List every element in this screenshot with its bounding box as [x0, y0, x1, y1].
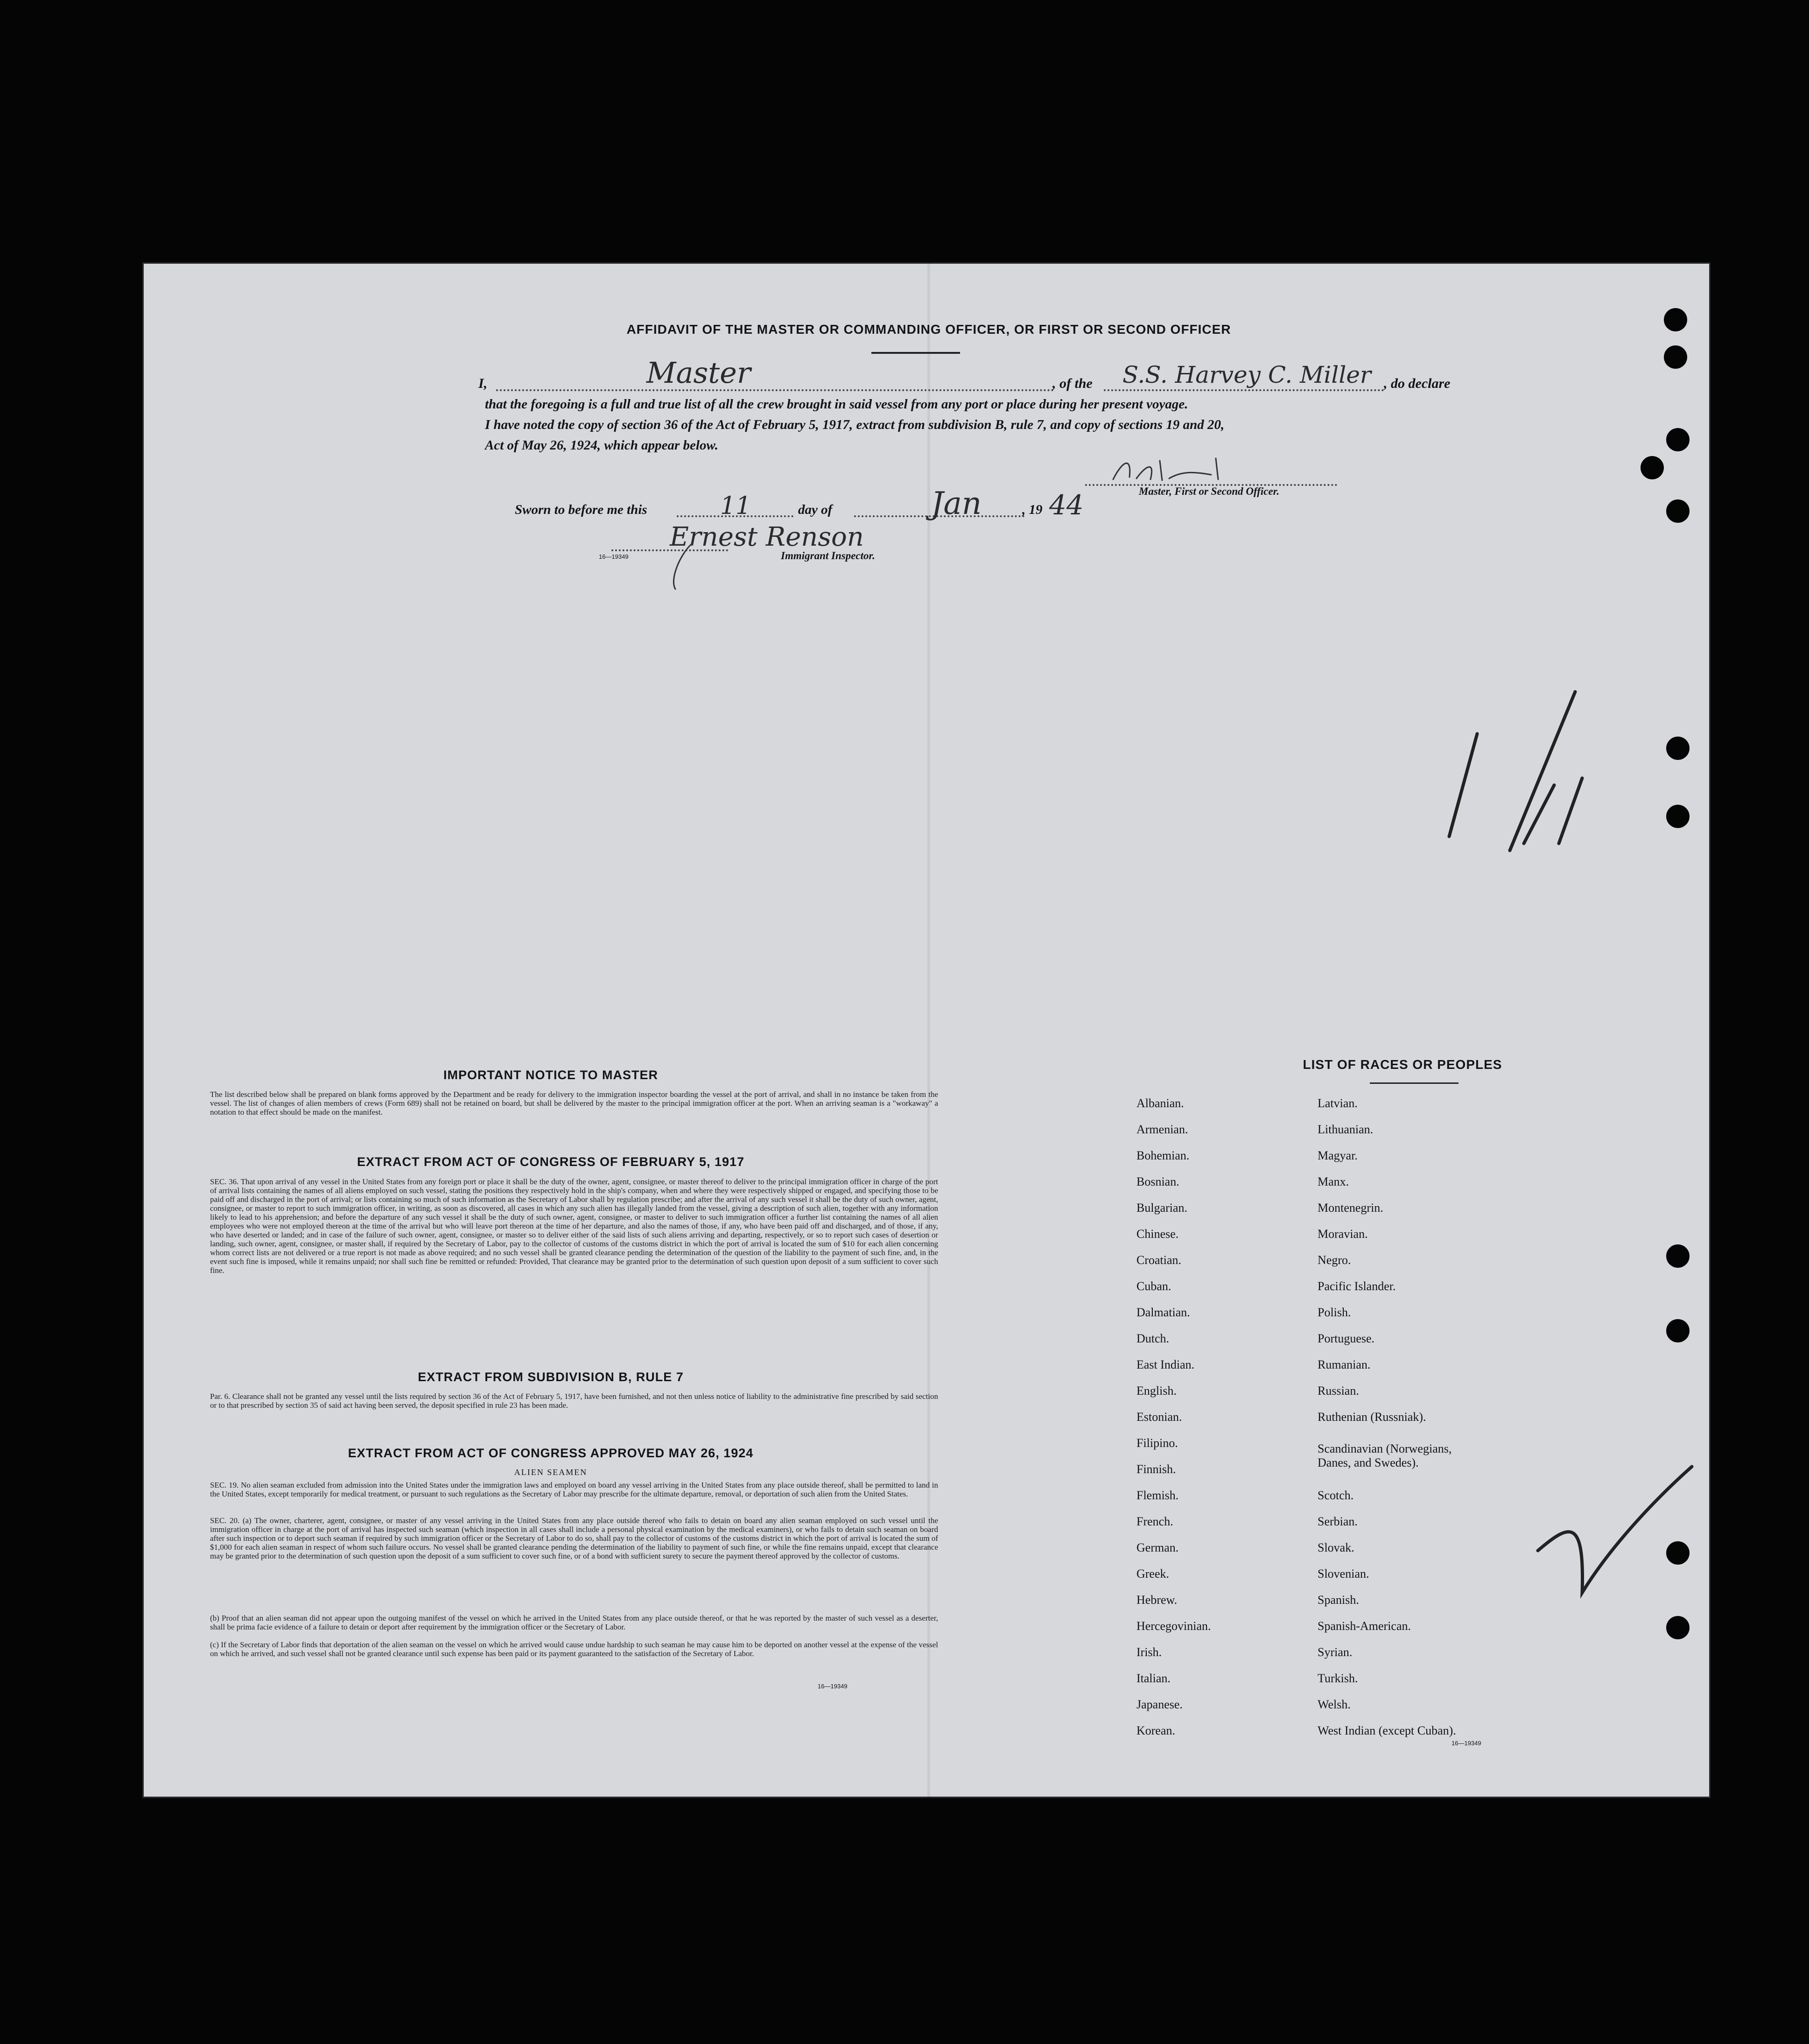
punch-hole — [1666, 1616, 1690, 1639]
race-right-17: Slovenian. — [1318, 1567, 1369, 1580]
races-title-underline — [1370, 1082, 1458, 1084]
notice-title: IMPORTANT NOTICE TO MASTER — [443, 1068, 658, 1082]
tally-mark-text — [1477, 729, 1478, 730]
race-left-13: Filipino. — [1136, 1436, 1178, 1450]
race-right-5: Moravian. — [1318, 1227, 1368, 1241]
race-left-15: Flemish. — [1136, 1489, 1179, 1502]
affidavit-form-number: 16—19349 — [599, 553, 629, 560]
race-right-15: Serbian. — [1318, 1515, 1358, 1528]
race-right-4: Montenegrin. — [1318, 1201, 1383, 1215]
vessel-handwritten: S.S. Harvey C. Miller — [1122, 361, 1371, 388]
race-right-2: Magyar. — [1318, 1149, 1358, 1162]
punch-hole — [1666, 499, 1690, 523]
race-right-14: Scotch. — [1318, 1489, 1354, 1502]
race-right-8: Polish. — [1318, 1306, 1351, 1319]
affidavit-body-line2: I have noted the copy of section 36 of the Act of February 5, 1917, extract from subdivision B, rule 7, and copy of sections 19 and 20, — [485, 417, 1225, 432]
race-right-13: Scandinavian (Norwegians, Danes, and Swedes). — [1318, 1442, 1452, 1469]
race-left-9: Dutch. — [1136, 1332, 1170, 1345]
race-right-11: Russian. — [1318, 1384, 1359, 1398]
punch-hole — [1664, 345, 1687, 369]
punch-hole — [1666, 1319, 1690, 1342]
race-left-12: Estonian. — [1136, 1410, 1182, 1424]
sworn-label: Sworn to before me this — [515, 502, 647, 517]
race-right-6: Negro. — [1318, 1253, 1351, 1267]
extract-1924-sec19: SEC. 19. No alien seaman excluded from admission into the United States under the immigration laws and employed on board any vessel arriving in the United States from any place outside thereof, shall be permitted to land in the United States, except temporarily for medical treatment, or pursuant to such regulations as the Secretary of Labor may prescribe for the ultimate departure, removal, or deportation of such alien from the United States. — [210, 1481, 938, 1498]
punch-hole — [1666, 805, 1690, 828]
race-left-0: Albanian. — [1136, 1096, 1184, 1110]
extract-1924-sec20a: SEC. 20. (a) The owner, charterer, agent, consignee, or master of any vessel arriving in the United States from any place outside thereof who fails to detain on board any alien seaman employed on such vessel until the immigration officer in charge at the port of arrival has inspected such seaman (which inspection in all cases shall include a personal physical examination by the medical examiners), or who fails to detain such seaman on board after such inspection or to deport such seaman if required by such immigration officer or the Secretary of Labor to do so, shall pay to the collector of customs of the customs district in which the port of arrival is located the sum of $1,000 for each alien seaman in respect of whom such failure occurs. No vessel shall be granted clearance pending the determination of the liability to payment of such fine, or while the fine remains unpaid, except that clearance may be granted prior to the determination of such question upon the deposit of a sum sufficient to cover such fine, or of a bond with sufficient surety to secure the payment thereof approved by the collector of customs. — [210, 1516, 938, 1560]
affidavit-body-line1: that the foregoing is a full and true list of all the crew brought in said vessel from any port or place during her present voyage. — [485, 397, 1188, 412]
race-right-16: Slovak. — [1318, 1541, 1354, 1554]
page-fold — [927, 262, 930, 1798]
race-right-12: Ruthenian (Russniak). — [1318, 1410, 1426, 1424]
extract-1924-sec20b: (b) Proof that an alien seaman did not appear upon the outgoing manifest of the vessel on which he arrived in the United States from any place outside thereof, or that he was reported by the master of such vessel as a deserter, shall be prima facie evidence of a failure to detain or deport after requirement by the immigration officer or the Secretary of Labor. — [210, 1614, 938, 1631]
year-prefix: , 19 — [1022, 502, 1043, 517]
race-left-19: Hebrew. — [1136, 1593, 1178, 1607]
race-right-9: Portuguese. — [1318, 1332, 1375, 1345]
inspector-signature: Ernest Renson — [670, 522, 864, 552]
race-left-21: Irish. — [1136, 1645, 1162, 1659]
punch-hole — [1666, 737, 1690, 760]
race-left-22: Italian. — [1136, 1672, 1171, 1685]
tally-mark — [1440, 682, 1594, 860]
race-right-23: West Indian (except Cuban). — [1318, 1724, 1456, 1737]
extract-1917-title: EXTRACT FROM ACT OF CONGRESS OF FEBRUARY 5, 1917 — [357, 1155, 745, 1169]
declare-suffix: , do declare — [1384, 376, 1451, 391]
race-left-7: Cuban. — [1136, 1279, 1171, 1293]
punch-hole — [1641, 456, 1664, 479]
day-handwritten: 11 — [720, 492, 751, 520]
race-right-1: Lithuanian. — [1318, 1123, 1374, 1136]
race-right-22: Welsh. — [1318, 1698, 1351, 1711]
day-of-label: day of — [798, 502, 833, 517]
punch-hole — [1666, 1541, 1690, 1565]
race-right-21: Turkish. — [1318, 1672, 1358, 1685]
races-title: LIST OF RACES OR PEOPLES — [1303, 1057, 1502, 1072]
extract-1924-subtitle: ALIEN SEAMEN — [514, 1468, 588, 1477]
race-left-23: Japanese. — [1136, 1698, 1183, 1711]
race-right-20: Syrian. — [1318, 1645, 1353, 1659]
rank-handwritten: Master — [646, 356, 751, 390]
race-left-11: English. — [1136, 1384, 1177, 1398]
race-right-7: Pacific Islander. — [1318, 1279, 1396, 1293]
punch-hole — [1664, 308, 1687, 331]
race-right-10: Rumanian. — [1318, 1358, 1371, 1371]
extract-form-number: 16—19349 — [818, 1683, 848, 1690]
race-left-20: Hercegovinian. — [1136, 1619, 1211, 1633]
signature-flourish — [665, 542, 702, 594]
affidavit-body-line3: Act of May 26, 1924, which appear below. — [485, 438, 718, 453]
officer-signature — [1104, 451, 1234, 486]
extract-rule7-title: EXTRACT FROM SUBDIVISION B, RULE 7 — [418, 1370, 684, 1384]
race-left-1: Armenian. — [1136, 1123, 1188, 1136]
race-left-16: French. — [1136, 1515, 1173, 1528]
inspector-caption: Immigrant Inspector. — [781, 550, 875, 562]
race-left-14: Finnish. — [1136, 1462, 1176, 1476]
of-the-label: , of the — [1052, 376, 1093, 391]
race-left-6: Croatian. — [1136, 1253, 1182, 1267]
race-left-18: Greek. — [1136, 1567, 1170, 1580]
i-label: I, — [478, 376, 488, 391]
races-form-number: 16—19349 — [1451, 1740, 1481, 1747]
rank-line — [496, 389, 1054, 391]
extract-1917-text: SEC. 36. That upon arrival of any vessel in the United States from any foreign port or place it shall be the duty of the owner, agent, consignee, or master thereof to deliver to the principal immigration officer in charge of the port of arrival lists containing the names of all aliens employed on such vessel, stating the positions they respectively hold in the ship's company, when and where they were respectively shipped or engaged, and specifying those to be paid off and discharged in the port of arrival; or lists containing so much of such information as the Secretary of Labor shall by regulation prescribe; and after the arrival of any such vessel it shall be the duty of such owner, agent, consignee, or master to report to such immigration officer, in writing, as soon as discovered, all cases in which any such alien has illegally landed from the vessel, giving a description of such alien, together with any information likely to lead to his apprehension; and before the departure of any such vessel it shall be the duty of such owner, agent, consignee, or master to deliver to such immigration officer a further list containing the names of all alien employees who were not employed thereon at the time of the arrival but who will leave port thereon at the time of her departure, and also the names of those, if any, who have been paid off and discharged, and of those, if any, who have deserted or landed; and in case of the failure of such owner, agent, consignee, or master so to deliver either of the said lists of such aliens arriving and departing, respectively, or so to report such cases of desertion or landing, such owner, agent, consignee, or master shall, if required by the Secretary of Labor, pay to the collector of customs of the customs district in which the port of arrival is located the sum of $10 for each alien concerning whom correct lists are not delivered or a true report is not made as above required; and no such vessel shall be granted clearance pending the determination of the question of the liability to the payment of such fine, and, in the event such fine is imposed, while it remains unpaid; nor shall such fine be remitted or refunded: Provided, That clearance may be granted prior to the determination of such question upon deposit of a sum sufficient to cover such fine. — [210, 1177, 938, 1275]
race-left-24: Korean. — [1136, 1724, 1176, 1737]
punch-hole — [1666, 428, 1690, 451]
race-left-4: Bulgarian. — [1136, 1201, 1188, 1215]
officer-caption: Master, First or Second Officer. — [1139, 485, 1280, 497]
year-handwritten: 44 — [1049, 489, 1084, 521]
document-page — [142, 262, 1711, 1798]
check-mark — [1529, 1453, 1701, 1611]
punch-hole — [1666, 1244, 1690, 1268]
race-right-0: Latvian. — [1318, 1096, 1358, 1110]
month-handwritten: Jan — [931, 485, 982, 521]
extract-1924-sec20c: (c) If the Secretary of Labor finds that deportation of the alien seaman on the vessel on which he arrived would cause undue hardship to such seaman he may cause him to be deported on another vessel at the expense of the vessel on which he arrived, and such vessel shall not be granted clearance until such expense has been paid or its payment guaranteed to the satisfaction of the Secretary of Labor. — [210, 1640, 938, 1658]
extract-rule7-text: Par. 6. Clearance shall not be granted any vessel until the lists required by section 36 of the Act of February 5, 1917, have been furnished, and not then unless notice of liability to the administrative fine prescribed by said section or to that prescribed by section 35 of said act having been served, the deposit specified in rule 23 has been made. — [210, 1392, 938, 1410]
race-left-5: Chinese. — [1136, 1227, 1179, 1241]
race-left-17: German. — [1136, 1541, 1179, 1554]
extract-1924-title: EXTRACT FROM ACT OF CONGRESS APPROVED MAY 26, 1924 — [348, 1446, 754, 1460]
vessel-line — [1104, 389, 1384, 391]
race-left-10: East Indian. — [1136, 1358, 1195, 1371]
title-underline — [871, 352, 960, 354]
race-right-18: Spanish. — [1318, 1593, 1359, 1607]
race-left-2: Bohemian. — [1136, 1149, 1190, 1162]
race-left-3: Bosnian. — [1136, 1175, 1179, 1188]
affidavit-title: AFFIDAVIT OF THE MASTER OR COMMANDING OFFICER, OR FIRST OR SECOND OFFICER — [626, 322, 1231, 337]
race-right-19: Spanish-American. — [1318, 1619, 1411, 1633]
notice-text: The list described below shall be prepared on blank forms approved by the Department and be ready for delivery to the immigration inspector boarding the vessel at the port of arrival, and shall in no instance be taken from the vessel. The list of changes of alien members of crews (Form 689) shall not be retained on board, but shall be delivered by the master to the principal immigration officer at the port. When an arriving seaman is a "workaway" a notation to that effect should be made on the manifest. — [210, 1090, 938, 1117]
race-left-8: Dalmatian. — [1136, 1306, 1190, 1319]
race-right-3: Manx. — [1318, 1175, 1349, 1188]
